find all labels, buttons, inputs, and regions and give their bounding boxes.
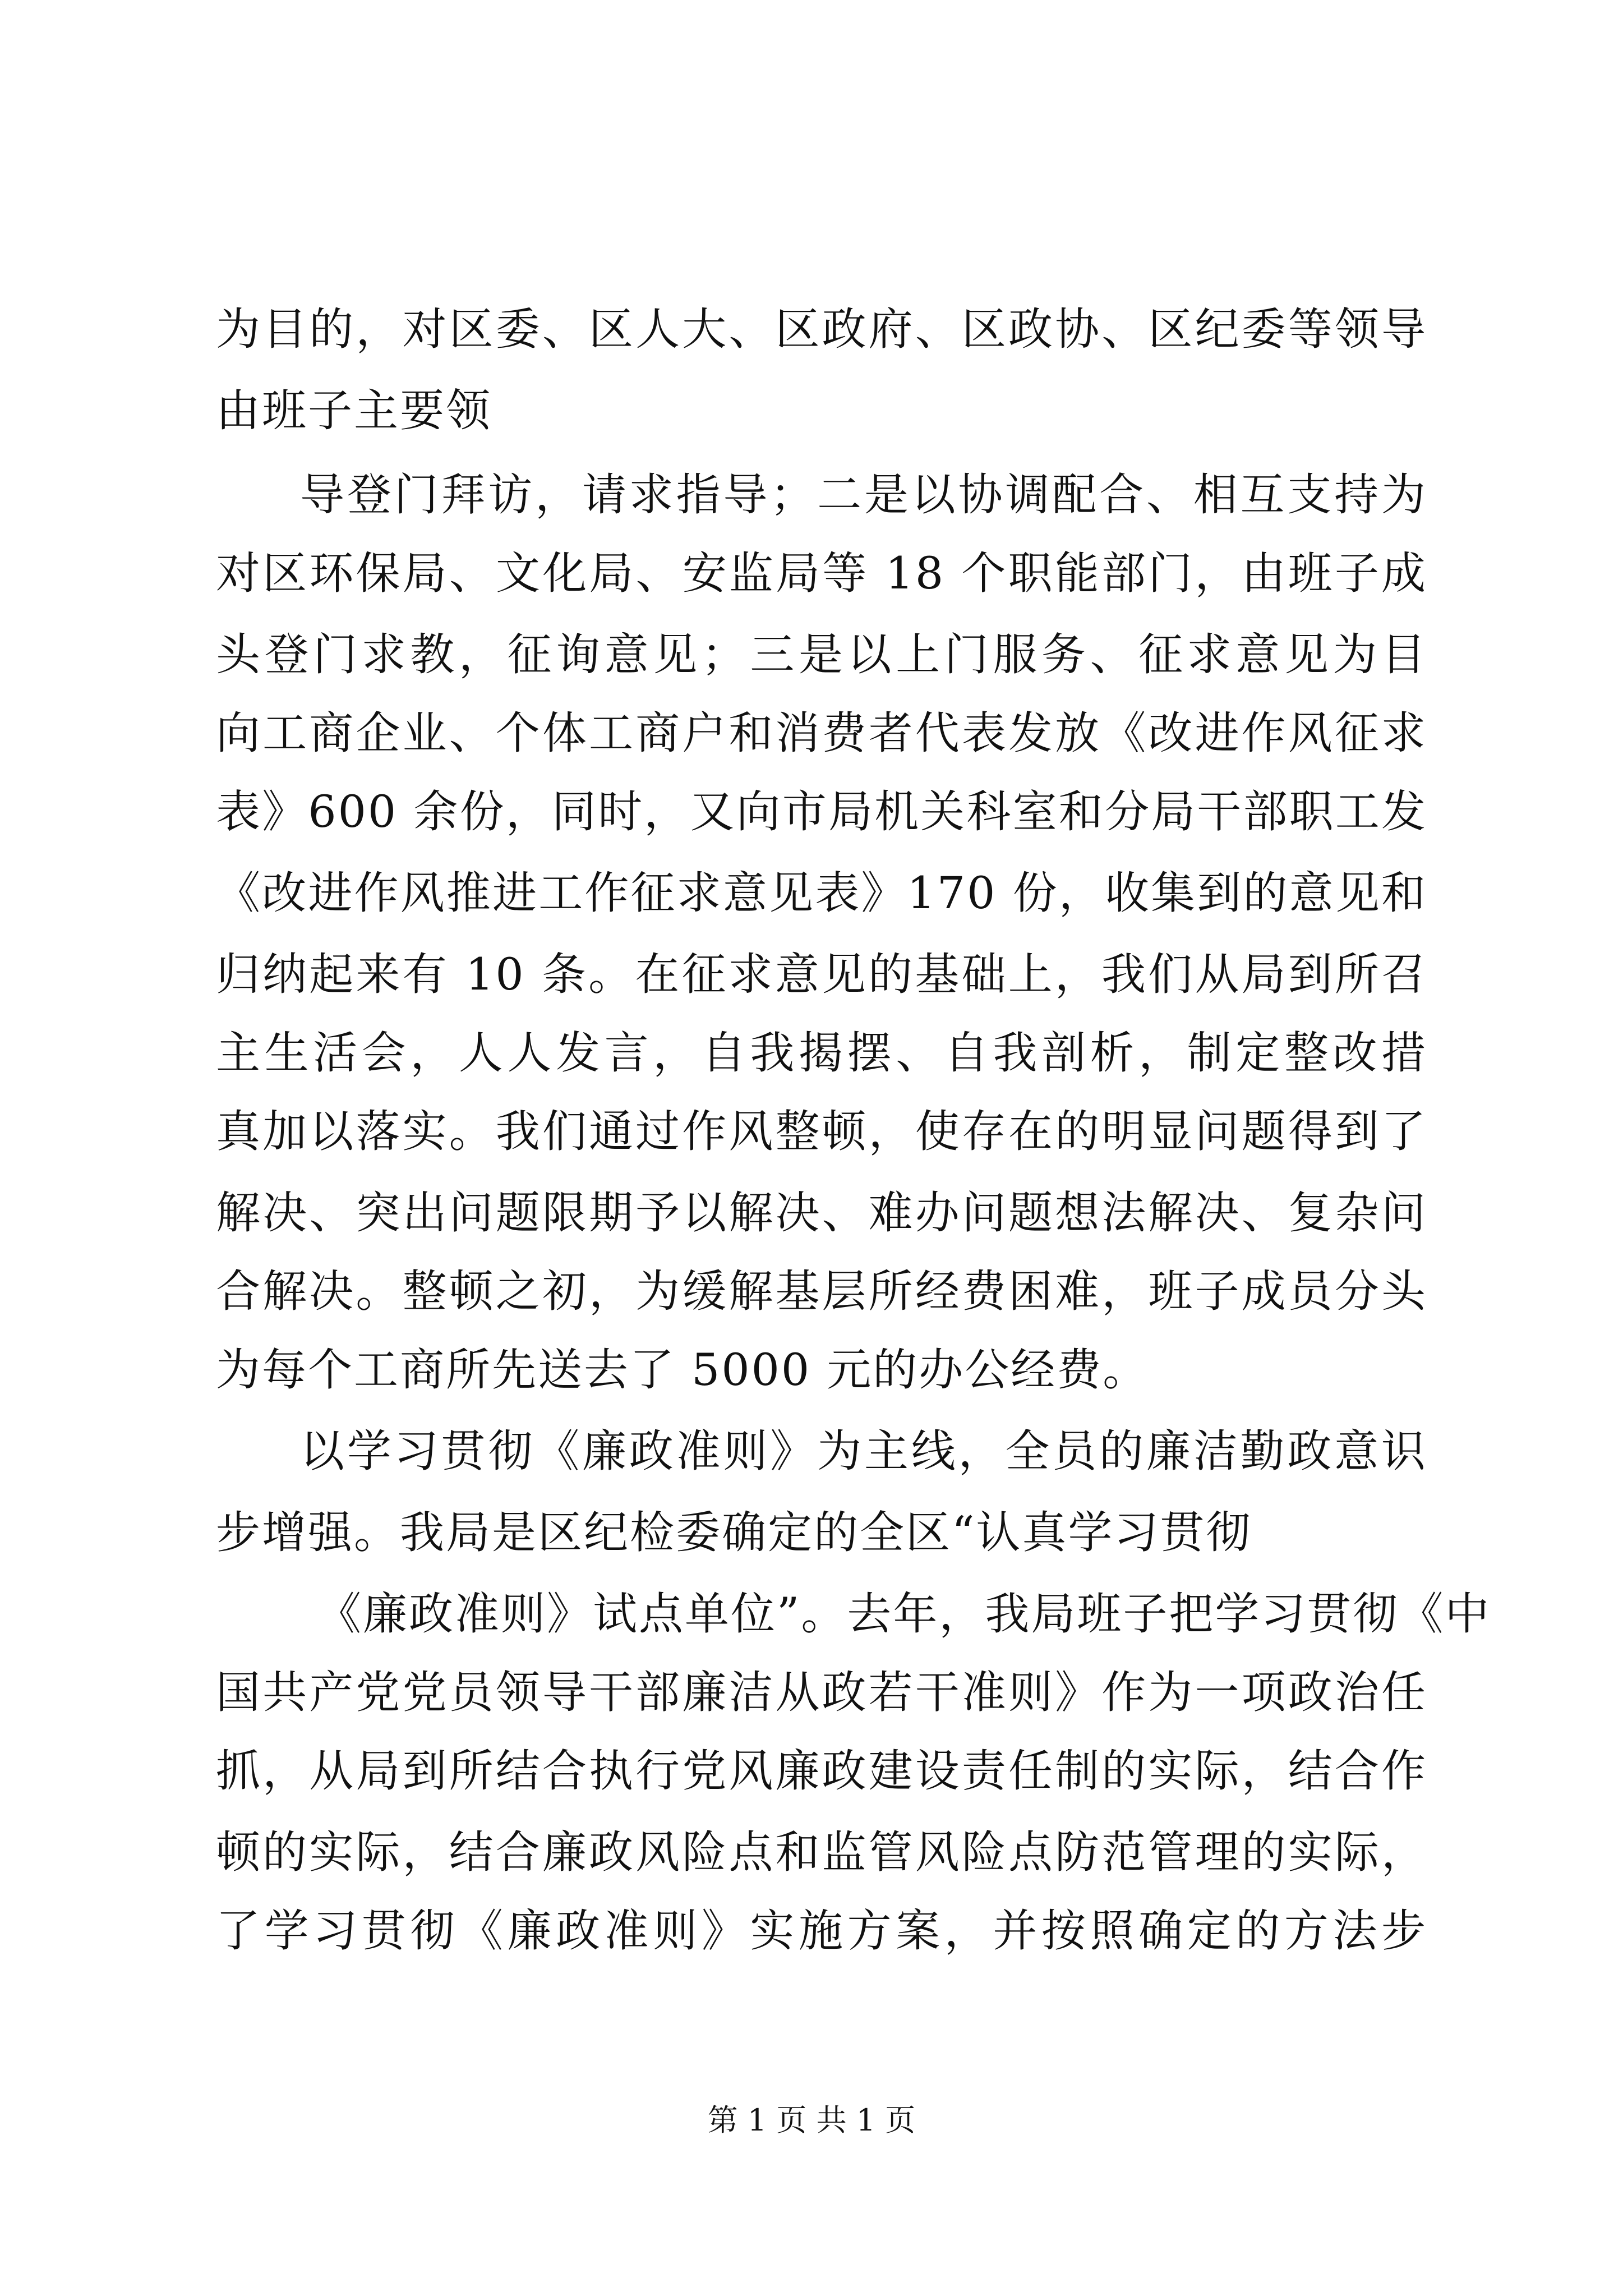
- text-line: 主生活会，人人发言，自我揭摆、自我剖析，制定整改措: [216, 1027, 1427, 1079]
- text-line: 归纳起来有 10 条。在征求意见的基础上，我们从局到所召: [216, 949, 1427, 1000]
- text-line: 为目的，对区委、区人大、区政府、区政协、区纪委等领导: [216, 303, 1427, 355]
- text-line: 《改进作风推进工作征求意见表》170 份，收集到的意见和: [216, 867, 1427, 919]
- text-line: 头登门求教，征询意见；三是以上门服务、征求意见为目: [216, 629, 1427, 680]
- text-line: 合解决。整顿之初，为缓解基层所经费困难，班子成员分头: [216, 1266, 1427, 1317]
- text-line: 解决、突出问题限期予以解决、难办问题想法解决、复杂问: [216, 1187, 1427, 1239]
- text-line: 向工商企业、个体工商户和消费者代表发放《改进作风征求: [216, 707, 1427, 759]
- text-line: 《廉政准则》试点单位”。去年，我局班子把学习贯彻《中: [317, 1588, 1491, 1640]
- text-line: 顿的实际，结合廉政风险点和监管风险点防范管理的实际，: [216, 1826, 1427, 1878]
- text-line: 导登门拜访，请求指导；二是以协调配合、相互支持为: [300, 469, 1427, 521]
- text-line: 真加以落实。我们通过作风整顿，使存在的明显问题得到了: [216, 1106, 1427, 1157]
- text-line: 以学习贯彻《廉政准则》为主线，全员的廉洁勤政意识: [300, 1425, 1427, 1477]
- text-line: 步增强。我局是区纪检委确定的全区“认真学习贯彻: [216, 1507, 1252, 1558]
- text-line: 了学习贯彻《廉政准则》实施方案，并按照确定的方法步: [216, 1905, 1427, 1957]
- text-line: 对区环保局、文化局、安监局等 18 个职能部门，由班子成: [216, 547, 1427, 599]
- text-line: 表》600 余份，同时，又向市局机关科室和分局干部职工发: [216, 786, 1427, 838]
- text-line: 为每个工商所先送去了 5000 元的办公经费。: [216, 1344, 1149, 1396]
- text-line: 抓，从局到所结合执行党风廉政建设责任制的实际，结合作: [216, 1745, 1427, 1797]
- text-line: 由班子主要领: [216, 385, 492, 436]
- text-line: 国共产党党员领导干部廉洁从政若干准则》作为一项政治任: [216, 1667, 1427, 1718]
- page-footer: 第 1 页 共 1 页: [707, 2102, 916, 2138]
